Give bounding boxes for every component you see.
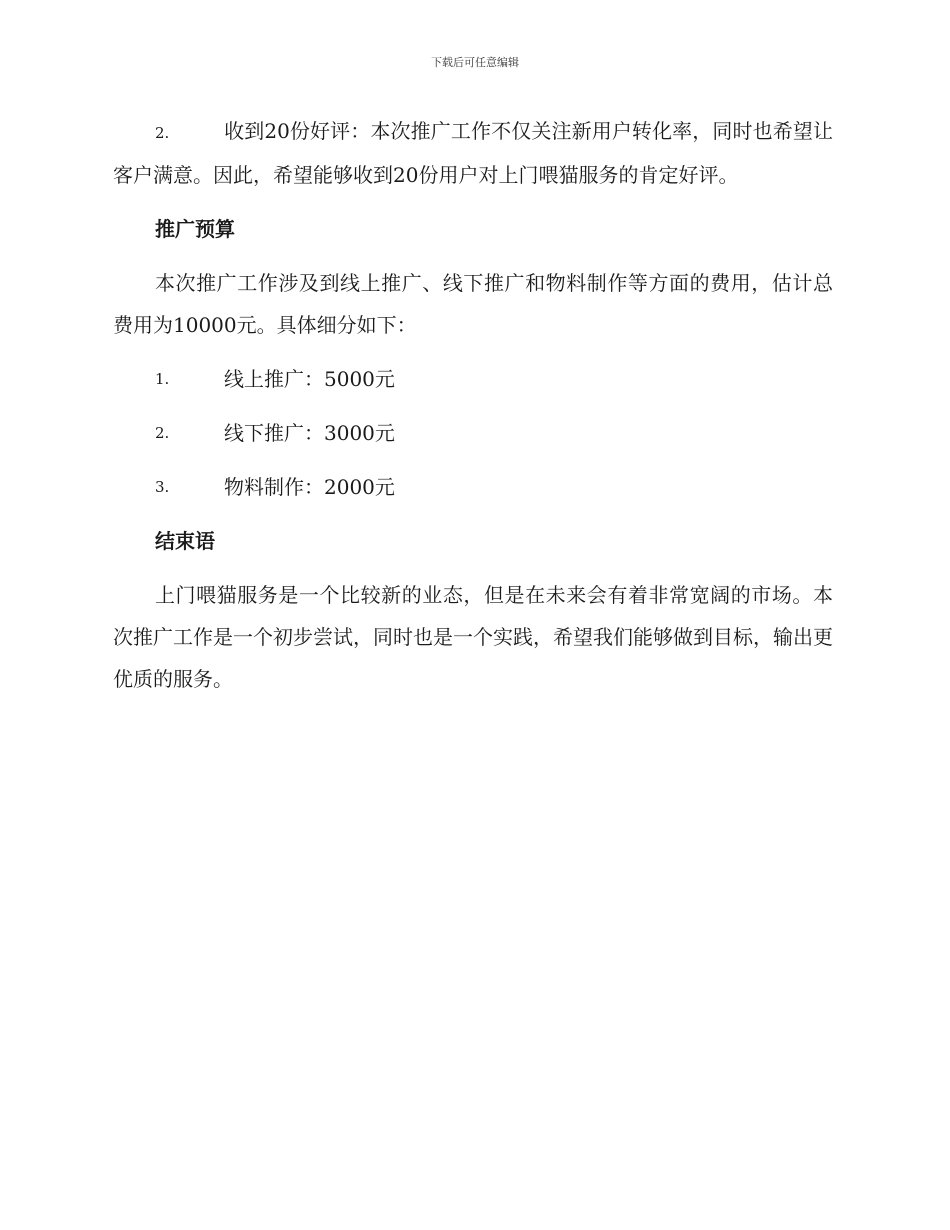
budget-item-number: 1.	[155, 370, 170, 388]
budget-item-offline	[113, 412, 833, 454]
budget-intro: 本次推广工作涉及到线上推广、线下推广和物料制作等方面的费用，估计总费用为10000元。具体细分如下：	[113, 271, 833, 337]
page-header: 下载后可任意编辑	[431, 56, 519, 69]
conclusion-text: 上门喂猫服务是一个比较新的业态，但是在未来会有着非常宽阔的市场。本次推广工作是一个初步尝试，同时也是一个实践，希望我们能够做到目标，输出更优质的服务。	[113, 583, 833, 691]
goal-item-text: 收到20份好评：本次推广工作不仅关注新用户转化率，同时也希望让客户满意。因此，希望能够收到20份用户对上门喂猫服务的肯定好评。	[113, 119, 833, 187]
goal-list-item	[113, 110, 833, 196]
budget-item-number: 2.	[155, 424, 170, 442]
budget-item-online	[113, 358, 833, 400]
budget-item-number: 3.	[155, 478, 170, 496]
budget-heading: 推广预算	[155, 217, 235, 241]
document-body	[113, 110, 833, 700]
budget-item-materials	[113, 466, 833, 508]
conclusion-heading: 结束语	[155, 529, 215, 553]
budget-item-text: 物料制作：2000元	[224, 475, 395, 499]
goal-item-number: 2.	[155, 124, 170, 142]
budget-item-text: 线上推广：5000元	[224, 367, 395, 391]
budget-item-text: 线下推广：3000元	[224, 421, 395, 445]
